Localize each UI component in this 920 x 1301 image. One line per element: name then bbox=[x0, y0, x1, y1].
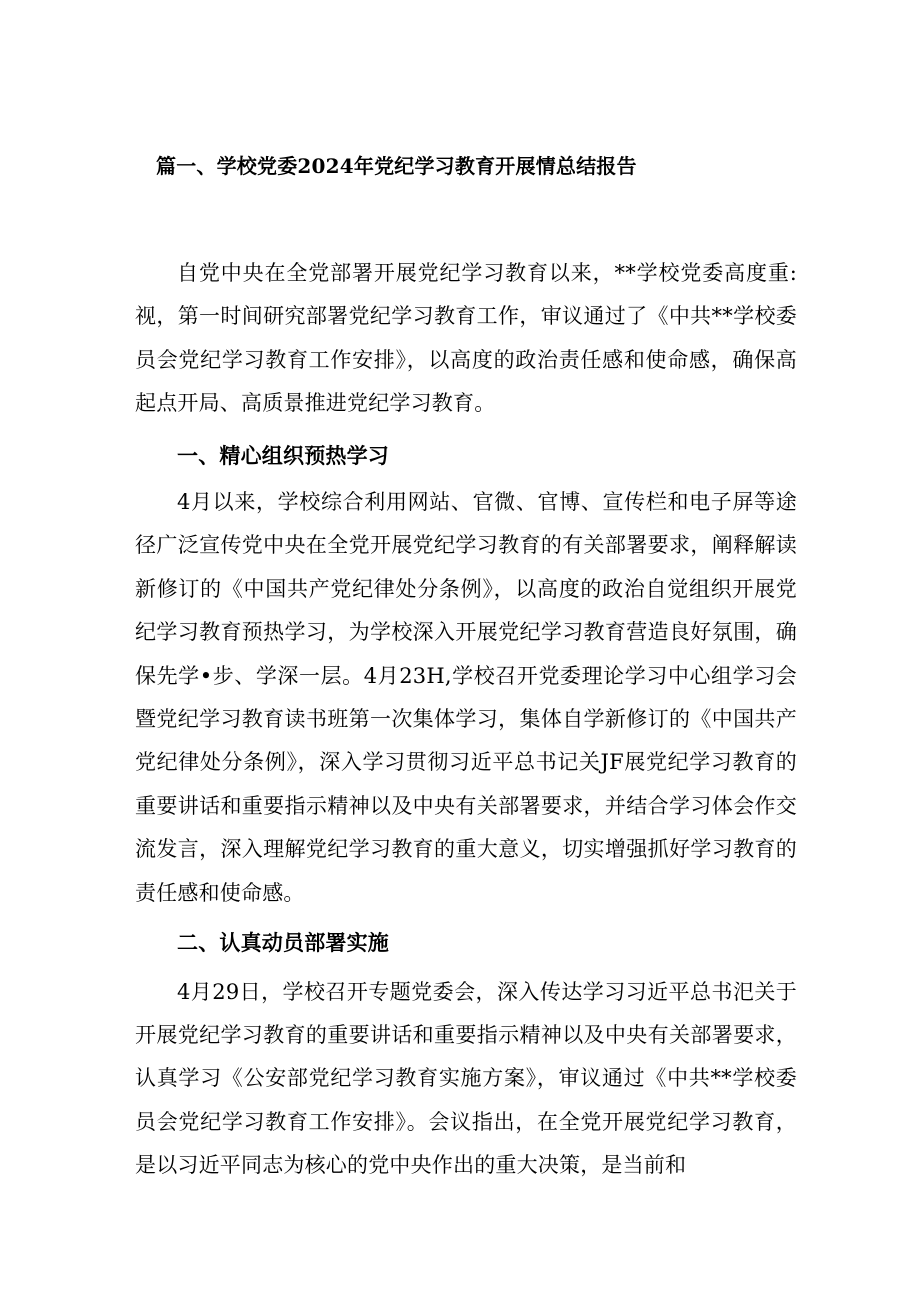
section-paragraph-2: 4月29日，学校召开专题党委会，深入传达学习习近平总书汜关于开展党纪学习教育的重要讲话和重要指示精神以及中央有关部署要求，认真学习《公安部党纪学习教育实施方案》，审议通过《中共**学校委员会党纪学习教育工作安排》。会议指出，在全党开展党纪学习教育，是以习近平同志为核心的党中央作出的重大决策，是当前和 bbox=[135, 979, 797, 1178]
document-body bbox=[135, 252, 797, 1188]
intro-paragraph: 自党中央在全党部署开展党纪学习教育以来，**学校党委高度重:视，第一时间研究部署党纪学习教育工作，审议通过了《中共**学校委员会党纪学习教育工作安排》，以高度的政治责任感和使命感，确保高起点开局、高质景推进党纪学习教育。 bbox=[135, 261, 797, 416]
section-heading-2: 二、认真动员部署实施 bbox=[177, 930, 389, 956]
section-heading-1: 一、精心组织预热学习 bbox=[177, 442, 389, 468]
document-title: 篇一、学校党委2024年党纪学习教育开展情总结报告 bbox=[156, 154, 637, 178]
section-paragraph-1: 4月以来，学校综合利用网站、官微、官博、宣传栏和电子屏等途径广泛宣传党中央在全党开展党纪学习教育的有关部署要求，阐释解读新修订的《中国共产党纪律处分条例》，以高度的政治自觉组织开展党纪学习教育预热学习，为学校深入开展党纪学习教育营造良好氛围，确保先学•步、学深一层。4月23H,学校召开党委理论学习中心组学习会暨党纪学习教育读书班第一次集体学习，集体自学新修订的《中国共产党纪律处分条例》，深入学习贯彻习近平总书记关JF展党纪学习教育的重要讲话和重要指示精神以及中央有关部署要求，并结合学习体会作交流发言，深入理解党纪学习教育的重大意义，切实增强抓好学习教育的责任感和使命感。 bbox=[135, 490, 797, 905]
